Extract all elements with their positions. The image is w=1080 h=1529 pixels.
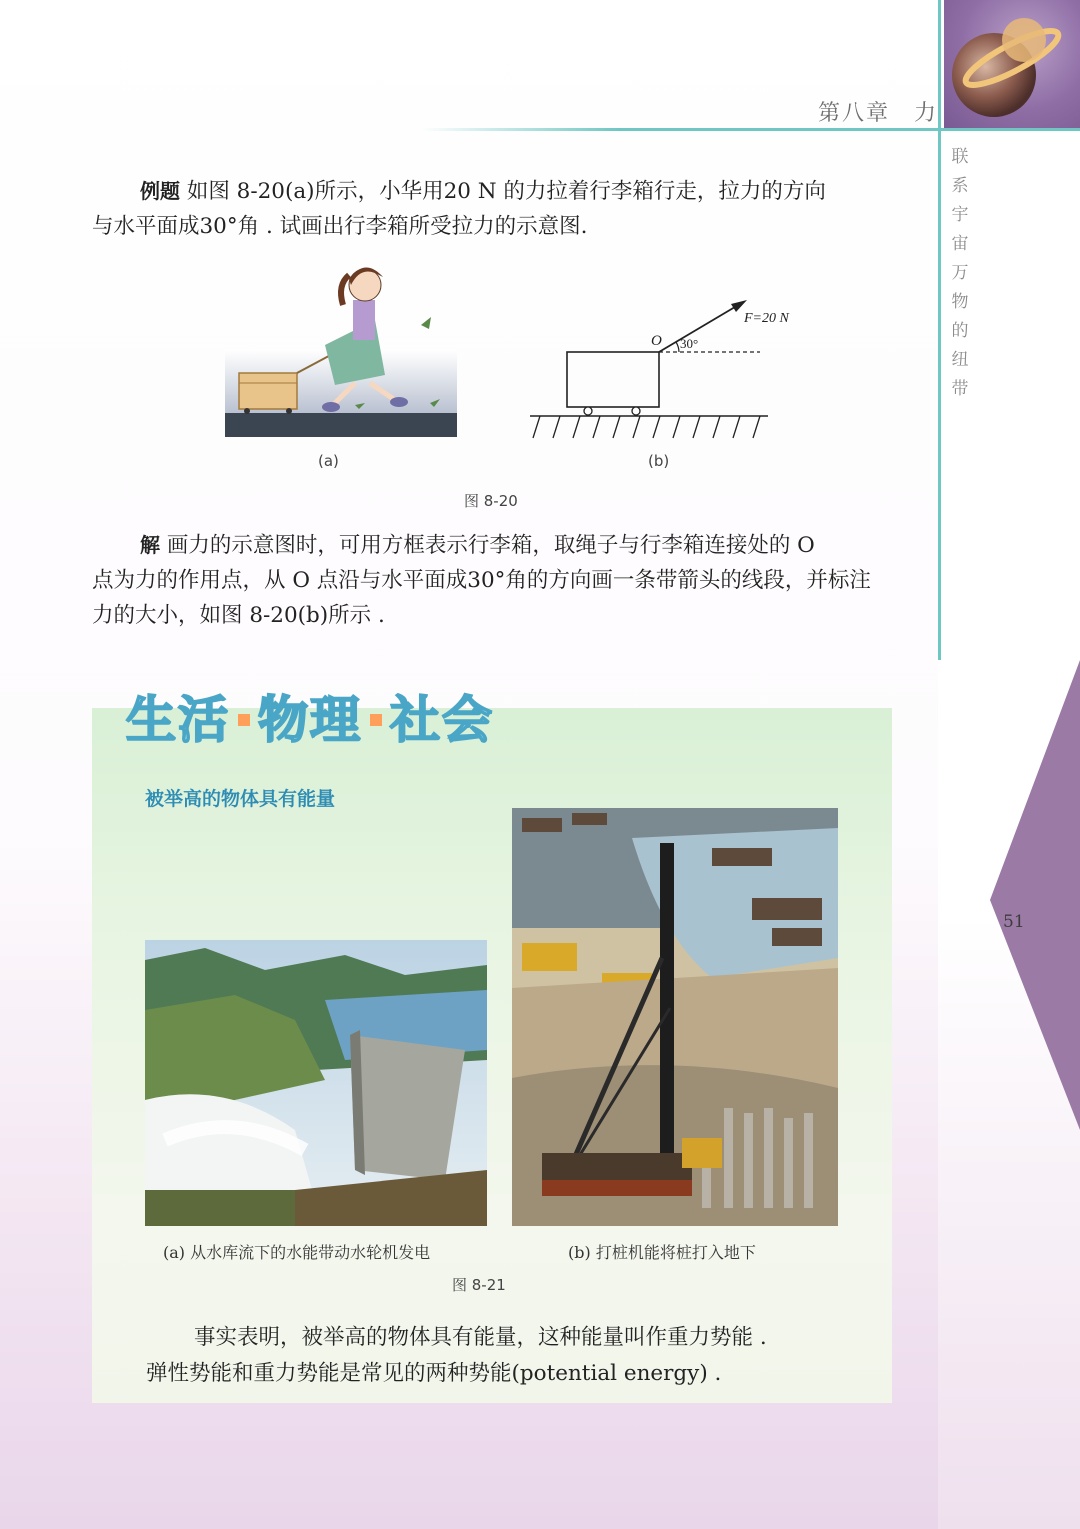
example-line-2: 与水平面成30°角 . 试画出行李箱所受拉力的示意图. bbox=[92, 214, 588, 239]
sidebar-char: 宇 bbox=[951, 205, 969, 225]
teal-vertical-rule bbox=[938, 0, 941, 660]
teal-horizontal-rule bbox=[420, 128, 1080, 131]
force-diagram bbox=[530, 295, 789, 445]
sidebar-char: 宙 bbox=[951, 234, 969, 254]
sidebar-char: 纽 bbox=[951, 350, 969, 370]
dam-photo bbox=[145, 940, 487, 1226]
planet-illustration bbox=[944, 0, 1080, 128]
solution-text-1: 画力的示意图时，可用方框表示行李箱，取绳子与行李箱连接处的 O bbox=[166, 533, 815, 558]
point-o-label: O bbox=[651, 333, 662, 349]
figure-8-21a-caption: (a) 从水库流下的水能带动水轮机发电 bbox=[163, 1243, 431, 1262]
sidebar-char: 带 bbox=[951, 379, 969, 399]
heading-dot-icon bbox=[370, 714, 382, 726]
figure-8-21-caption: 图 8-21 bbox=[452, 1276, 506, 1294]
figure-8-20a-caption: (a) bbox=[318, 452, 339, 470]
pile-driver-photo bbox=[512, 808, 838, 1226]
solution-paragraph bbox=[92, 528, 912, 633]
heading-part-society: 社会 bbox=[390, 691, 494, 749]
angle-label: 30° bbox=[680, 336, 699, 351]
figure-8-21b-caption: (b) 打桩机能将桩打入地下 bbox=[568, 1243, 756, 1262]
chapter-title: 第八章 力 bbox=[818, 101, 939, 126]
feature-text-1: 事实表明，被举高的物体具有能量，这种能量叫作重力势能 . bbox=[194, 1325, 767, 1350]
solution-line-1 bbox=[92, 528, 912, 563]
sidebar-char: 万 bbox=[951, 263, 969, 283]
purple-wedge-decoration bbox=[980, 660, 1080, 1140]
force-label: F=20 N bbox=[744, 311, 789, 326]
example-line-1 bbox=[92, 174, 912, 209]
example-text-1: 如图 8-20(a)所示，小华用20 N 的力拉着行李箱行走，拉力的方向 bbox=[186, 179, 826, 204]
feature-line-2: 弹性势能和重力势能是常见的两种势能(potential energy) . bbox=[146, 1361, 722, 1386]
figure-8-20-caption: 图 8-20 bbox=[464, 492, 518, 510]
example-label: 例题 bbox=[140, 179, 180, 203]
sidebar-char: 的 bbox=[951, 321, 969, 341]
force-arrow-shaft bbox=[659, 304, 740, 352]
page-number: 51 bbox=[1003, 912, 1025, 932]
solution-line-2: 点为力的作用点，从 O 点沿与水平面成30°角的方向画一条带箭头的线段，并标注 bbox=[92, 568, 871, 593]
feature-line-1 bbox=[146, 1320, 876, 1356]
sidebar-char: 物 bbox=[951, 292, 969, 312]
solution-line-3: 力的大小，如图 8-20(b)所示 . bbox=[92, 603, 385, 628]
sidebar-char: 系 bbox=[951, 176, 969, 196]
girl-pulling-suitcase-illustration bbox=[225, 255, 457, 437]
feature-heading bbox=[126, 680, 494, 752]
planet-corner-box bbox=[944, 0, 1080, 128]
heading-part-life: 生活 bbox=[126, 691, 230, 749]
solution-label: 解 bbox=[140, 533, 160, 557]
feature-subtitle: 被举高的物体具有能量 bbox=[145, 788, 336, 810]
suitcase-box bbox=[567, 352, 659, 407]
sidebar-char: 联 bbox=[951, 147, 969, 167]
ground-hatching bbox=[533, 416, 760, 438]
feature-paragraph bbox=[146, 1320, 876, 1392]
heading-part-physics: 物理 bbox=[258, 691, 362, 749]
heading-dot-icon bbox=[238, 714, 250, 726]
angle-arc bbox=[676, 342, 679, 352]
example-paragraph bbox=[92, 174, 912, 244]
figure-8-20b-caption: (b) bbox=[648, 452, 670, 470]
